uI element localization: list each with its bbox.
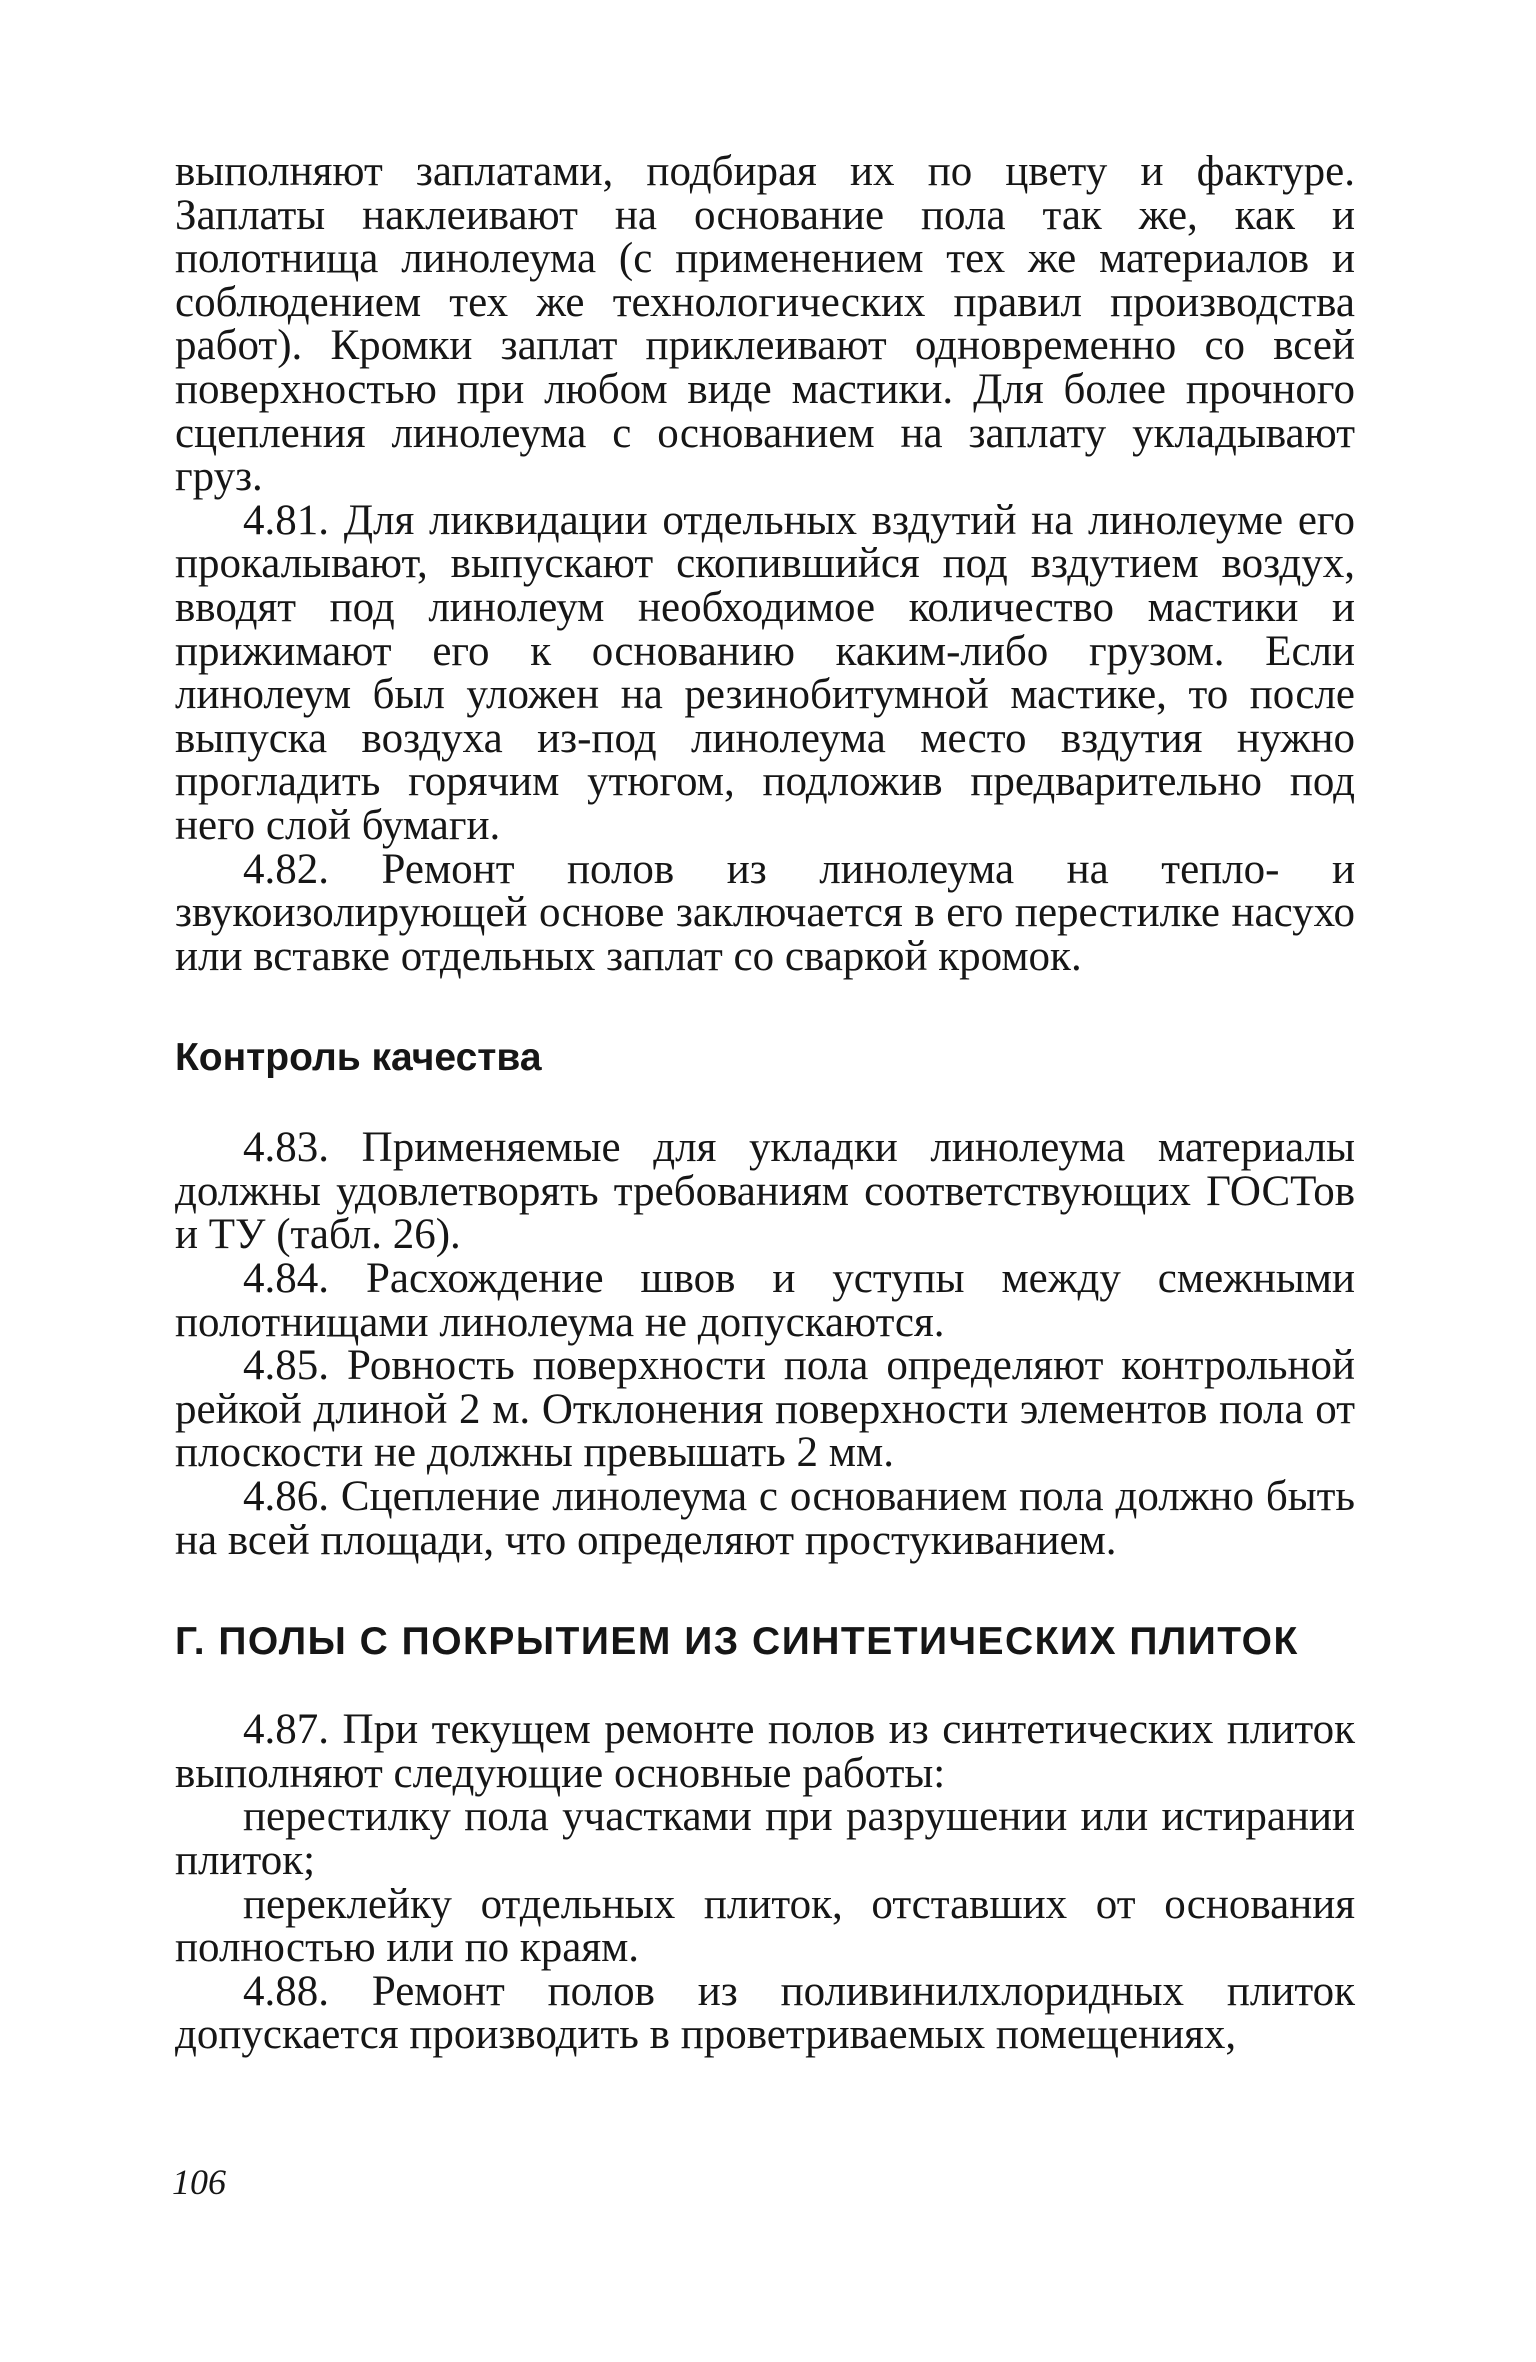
heading-quality-control: Контроль качества <box>175 1036 542 1080</box>
paragraph-4-86: 4.86. Сцепление линолеума с основанием пола должно быть на всей площади, что определяют простукиванием. <box>175 1473 1355 1564</box>
paragraph-4-85: 4.85. Ровность поверхности пола определяют контрольной рейкой длиной 2 м. Отклонения поверхности элементов пола от плоскости не должны превышать 2 мм. <box>175 1342 1355 1477</box>
heading-section-g: Г. ПОЛЫ С ПОКРЫТИЕМ ИЗ СИНТЕТИЧЕСКИХ ПЛИТОК <box>175 1620 1299 1664</box>
paragraph-4-82: 4.82. Ремонт полов из линолеума на тепло- и звукоизолирующей основе заключается в его перестилке насухо или вставке отдельных заплат со сваркой кромок. <box>175 845 1355 980</box>
paragraph-4-81: 4.81. Для ликвидации отдельных вздутий на линолеуме его прокалывают, выпускают скопившийся под вздутием воздух, вводят под линолеум необходимое количество мастики и прижимают его к основанию каким-либо грузом. Если линолеум был уложен на резинобитумной мастике, то после выпуска воздуха из-под линолеума место вздутия нужно прогладить горячим утюгом, подложив предварительно под него слой бумаги. <box>175 496 1355 849</box>
paragraph-4-83: 4.83. Применяемые для укладки линолеума материалы должны удовлетворять требованиям соответствующих ГОСТов и ТУ (табл. 26). <box>175 1124 1355 1259</box>
list-item-regluing: переклейку отдельных плиток, отставших от основания полностью или по краям. <box>175 1880 1355 1972</box>
page-number: 106 <box>172 2162 226 2202</box>
paragraph-4-87: 4.87. При текущем ремонте полов из синтетических плиток выполняют следующие основные работы: <box>175 1706 1355 1797</box>
paragraph-continuation: выполняют заплатами, подбирая их по цвету и фактуре. Заплаты наклеивают на основание пола так же, как и полотнища линолеума (с применением тех же материалов и соблюдением тех же технологических правил производства работ). Кромки заплат приклеивают одновременно со всей поверхностью при любом виде мастики. Для более прочного сцепления линолеума с основанием на заплату укладывают груз. <box>175 148 1355 501</box>
list-item-relaying: перестилку пола участками при разрушении или истирании плиток; <box>175 1793 1355 1884</box>
page-body <box>175 150 1355 2057</box>
paragraph-4-84: 4.84. Расхождение швов и уступы между смежными полотнищами линолеума не допускаются. <box>175 1255 1355 1346</box>
paragraph-4-88: 4.88. Ремонт полов из поливинилхлоридных плиток допускается производить в проветриваемых помещениях, <box>175 1967 1355 2059</box>
